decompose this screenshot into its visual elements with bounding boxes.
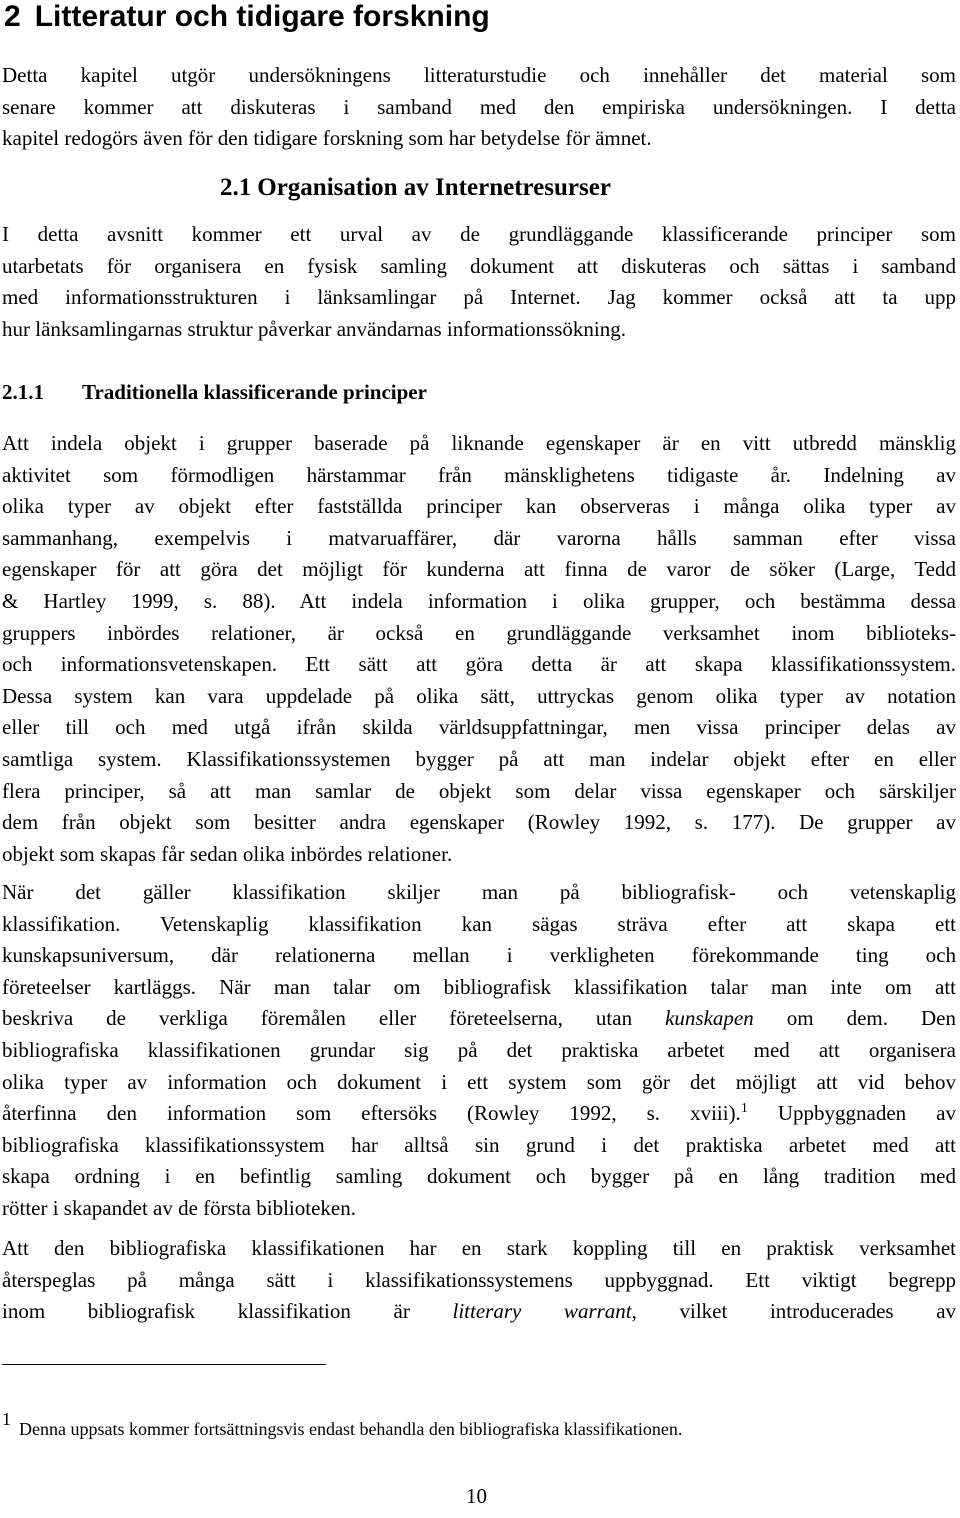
text-line: och informationsvetenskapen. Ett sätt att göra detta är att skapa klassifikationssystem.: [2, 652, 956, 677]
text-line: Att indela objekt i grupper baserade på liknande egenskaper är en vitt utbredd mänsklig: [2, 431, 956, 455]
section-title: Organisation av Internetresurser: [257, 174, 611, 201]
text-line: bibliografiska klassifikationen grundar sig på det praktiska arbetet med att organisera: [2, 1037, 956, 1062]
subsection-heading: [2, 376, 932, 408]
text-span: inom bibliografisk klassifikation är: [2, 1299, 410, 1324]
emphasis-kunskapen: kunskapen: [665, 1006, 754, 1031]
text-line: kapitel redogörs även för den tidigare forskning som har betydelse för ämnet.: [2, 126, 652, 151]
text-line: olika typer av objekt efter fastställda principer kan observeras i många olika typer av: [2, 494, 956, 519]
text-line: [2, 1296, 956, 1328]
text-line: olika typer av information och dokument i ett system som gör det möjligt att vid behov: [2, 1069, 956, 1094]
text-line: hur länksamlingarnas struktur påverkar användarnas informationssökning.: [2, 316, 627, 341]
section-number: 2.1: [220, 174, 252, 201]
text-line: Detta kapitel utgör undersökningens litteraturstudie och innehåller det material som: [2, 63, 956, 87]
text-span: vilket introducerades av: [679, 1299, 957, 1324]
footnote-reference: 1: [740, 1101, 748, 1117]
subsection-number: 2.1.1: [2, 380, 44, 404]
text-line: med informationsstrukturen i länksamlingar på Internet. Jag kommer också att ta upp: [2, 285, 956, 310]
footnote-separator: [2, 1364, 326, 1365]
emphasis-litterary-warrant: litterary warrant,: [452, 1299, 637, 1324]
text-span: beskriva de verkliga föremålen eller företeelserna, utan: [2, 1006, 633, 1031]
text-line: aktivitet som förmodligen härstammar från mänsklighetens tidigaste år. Indelning av: [2, 462, 956, 487]
text-line: & Hartley 1999, s. 88). Att indela information i olika grupper, och bestämma dessa: [2, 588, 956, 613]
text-line: [2, 1003, 956, 1035]
subsection-paragraph-3: [2, 1233, 956, 1328]
text-line: samtliga system. Klassifikationssystemen bygger på att man indelar objekt efter en eller: [2, 746, 956, 771]
text-line: egenskaper för att göra det möjligt för kunderna att finna de varor de söker (Large, Tedd: [2, 557, 956, 582]
subsection-paragraph-1: [2, 428, 956, 870]
text-line: Dessa system kan vara uppdelade på olika sätt, uttryckas genom olika typer av notation: [2, 683, 956, 708]
footnote-mark: 1: [2, 1409, 11, 1429]
text-span: Uppbyggnaden av: [777, 1101, 956, 1126]
text-span: om dem. Den: [786, 1006, 956, 1031]
text-line: gruppers inbördes relationer, är också en grundläggande verksamhet inom biblioteks-: [2, 620, 956, 645]
text-line: eller till och med utgå ifrån skilda världsuppfattningar, men vissa principer delas av: [2, 715, 956, 740]
text-span: återfinna den information som eftersöks (Rowley 1992, s. xviii).: [2, 1101, 741, 1126]
subsection-title: Traditionella klassificerande principer: [82, 380, 427, 404]
chapter-number: 2: [4, 0, 21, 33]
page-number: 10: [466, 1484, 487, 1508]
text-line: senare kommer att diskuteras i samband med den empiriska undersökningen. I detta: [2, 94, 956, 119]
text-line: företeelser kartläggs. När man talar om bibliografisk klassifikation talar man inte om att: [2, 974, 956, 999]
text-line: bibliografiska klassifikationssystem har alltså sin grund i det praktiska arbetet med att: [2, 1132, 956, 1157]
chapter-title: Litteratur och tidigare forskning: [34, 0, 490, 33]
text-line: klassifikation. Vetenskaplig klassifikation kan sägas sträva efter att skapa ett: [2, 911, 956, 936]
text-line: sammanhang, exempelvis i matvaruaffärer, där varorna hålls samman efter vissa: [2, 525, 956, 550]
text-line: kunskapsuniversum, där relationerna mellan i verkligheten förekommande ting och: [2, 943, 956, 968]
text-line: Att den bibliografiska klassifikationen har en stark koppling till en praktisk verksamhet: [2, 1236, 956, 1260]
section-heading: [220, 171, 950, 205]
chapter-heading: [4, 0, 944, 34]
text-line: objekt som skapas får sedan olika inbördes relationer.: [2, 841, 453, 866]
text-line: När det gäller klassifikation skiljer man på bibliografisk- och vetenskaplig: [2, 880, 956, 904]
footnote: [2, 1409, 942, 1440]
text-line: skapa ordning i en befintlig samling dokument och bygger på en lång tradition med: [2, 1164, 956, 1189]
text-line: I detta avsnitt kommer ett urval av de grundläggande klassificerande principer som: [2, 222, 956, 246]
section-body-paragraph: [2, 219, 956, 345]
subsection-paragraph-2: [2, 877, 956, 1225]
text-line: [2, 1098, 956, 1130]
footnote-text: Denna uppsats kommer fortsättningsvis endast behandla den bibliografiska klassifikationen.: [19, 1419, 683, 1439]
text-line: återspeglas på många sätt i klassifikationssystemens uppbyggnad. Ett viktigt begrepp: [2, 1267, 956, 1292]
text-line: dem från objekt som besitter andra egenskaper (Rowley 1992, s. 177). De grupper av: [2, 810, 956, 835]
chapter-intro-paragraph: [2, 60, 956, 155]
text-line: flera principer, så att man samlar de objekt som delar vissa egenskaper och särskiljer: [2, 778, 956, 803]
text-line: utarbetats för organisera en fysisk samling dokument att diskuteras och sättas i samband: [2, 253, 956, 278]
text-line: rötter i skapandet av de första biblioteken.: [2, 1195, 356, 1220]
